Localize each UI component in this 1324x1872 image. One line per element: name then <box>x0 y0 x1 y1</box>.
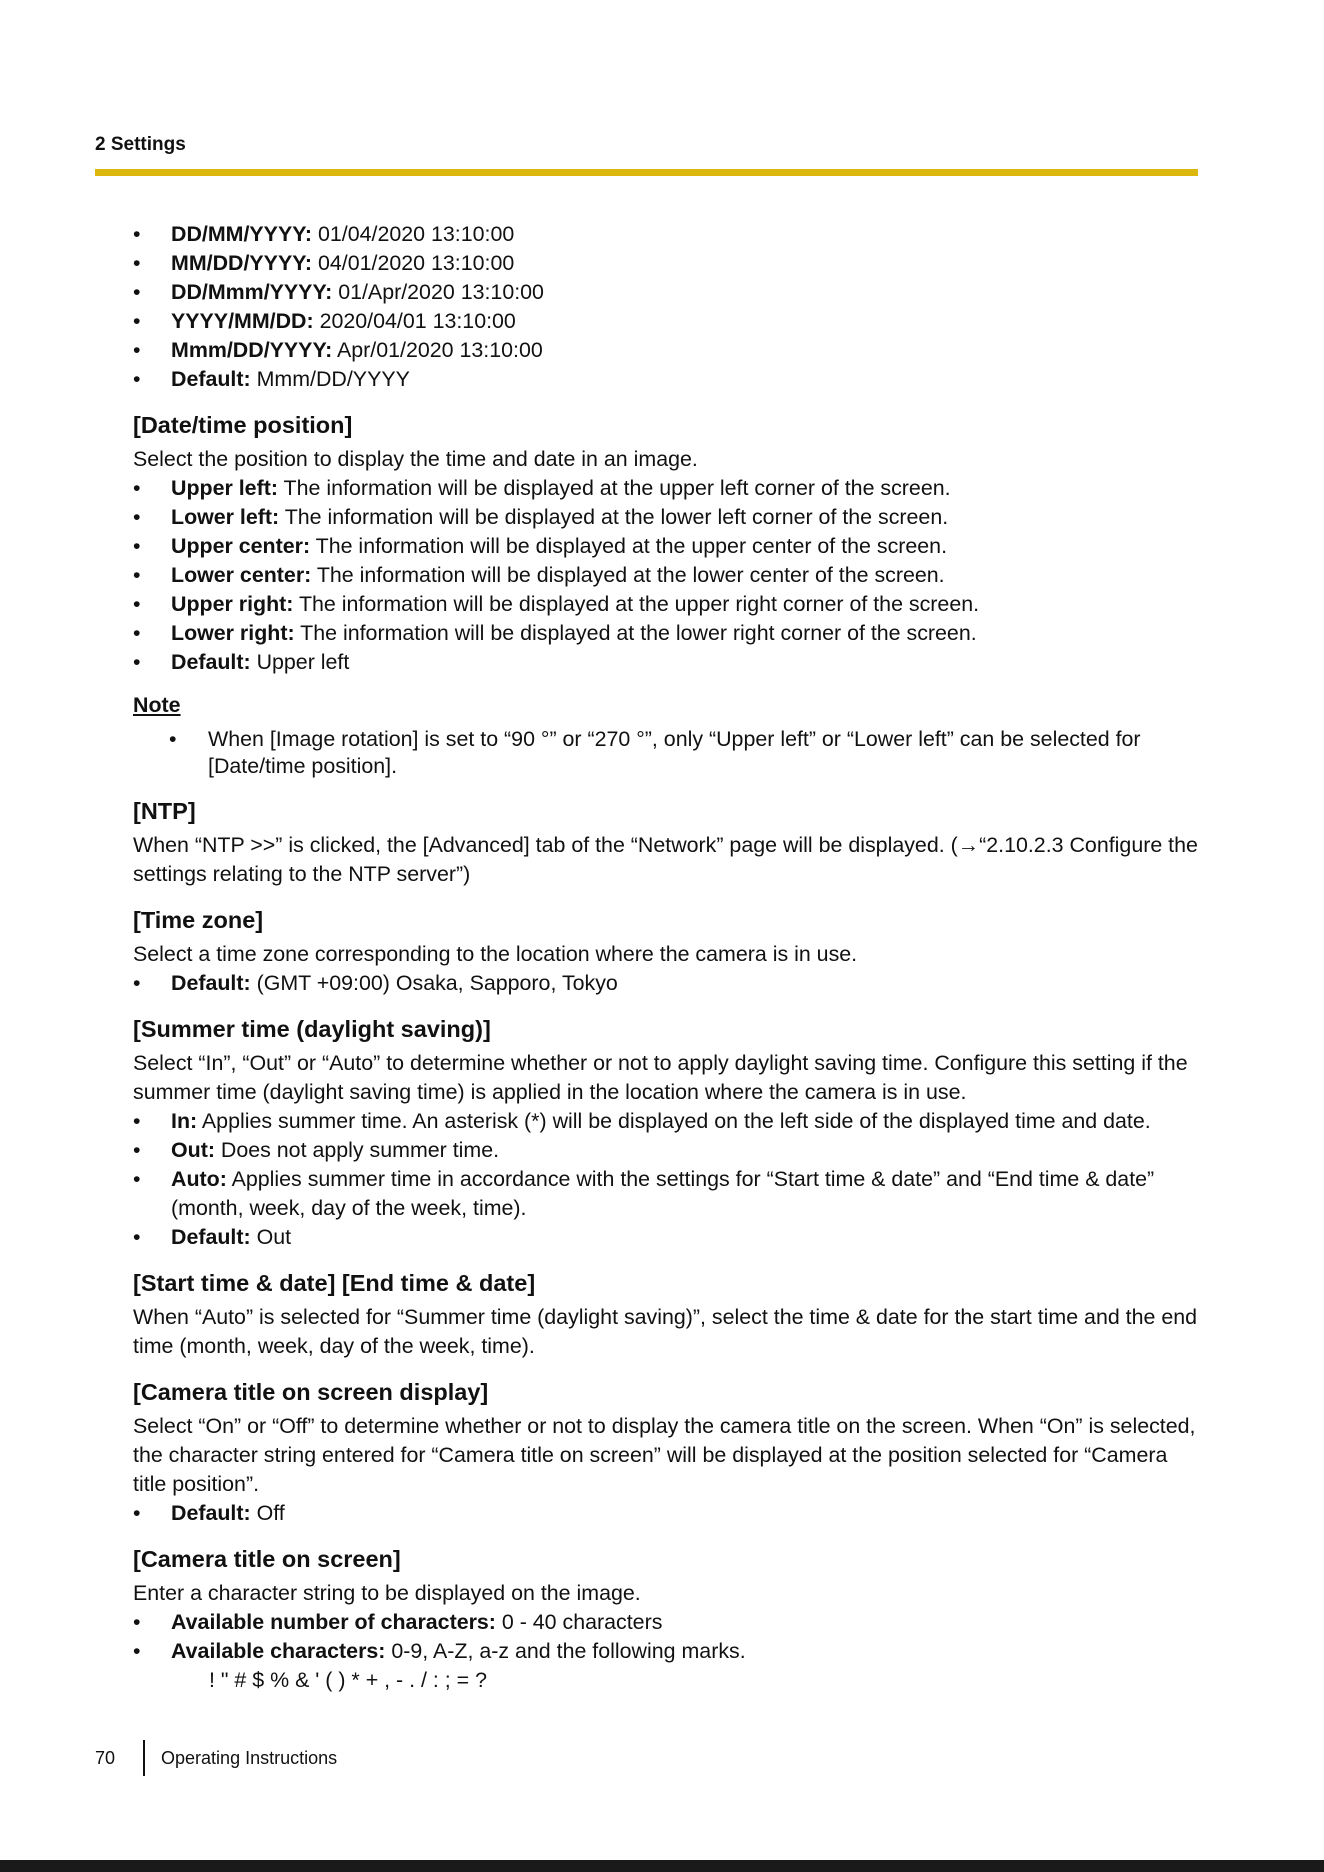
camera-title-display-intro: Select “On” or “Off” to determine whether or not to display the camera title on the screen. When “On” is selected, the character string entered for “Camera title on screen” will be displayed at the position selected for “Camera title position”. <box>133 1414 1196 1496</box>
summer-time-intro: Select “In”, “Out” or “Auto” to determine whether or not to apply daylight saving time. Configure this setting if the summer time (daylight saving time) is applied in the location where the camera is in use. <box>133 1051 1188 1104</box>
list-item <box>133 365 1203 394</box>
page-footer <box>95 1740 337 1776</box>
item-term: DD/MM/YYYY: <box>171 222 313 246</box>
item-term: Default: <box>171 1501 251 1525</box>
page-number: 70 <box>95 1747 116 1768</box>
item-term: Upper right: <box>171 592 294 616</box>
list-item <box>133 1136 1203 1165</box>
item-term: DD/Mmm/YYYY: <box>171 280 333 304</box>
item-term: Lower center: <box>171 563 312 587</box>
datetime-position-list <box>133 474 1203 677</box>
item-text: The information will be displayed at the lower left corner of the screen. <box>279 505 949 529</box>
item-text: The information will be displayed at the upper left corner of the screen. <box>277 476 951 500</box>
list-item <box>133 1223 1203 1252</box>
item-text: 0 - 40 characters <box>495 1610 663 1634</box>
list-item <box>133 249 1203 278</box>
list-item <box>133 503 1203 532</box>
item-term: Auto: <box>171 1167 227 1191</box>
camera-title-list <box>133 1608 1203 1695</box>
note-list <box>133 726 1203 780</box>
camera-title-intro: Enter a character string to be displayed on the image. <box>133 1581 641 1605</box>
item-text: 04/01/2020 13:10:00 <box>312 251 515 275</box>
item-term: Default: <box>171 367 251 391</box>
time-zone-intro: Select a time zone corresponding to the location where the camera is in use. <box>133 942 858 966</box>
item-text: 01/Apr/2020 13:10:00 <box>332 280 544 304</box>
item-text: 01/04/2020 13:10:00 <box>312 222 515 246</box>
item-text: Out <box>250 1225 292 1249</box>
item-term: Out: <box>171 1138 215 1162</box>
item-text: 2020/04/01 13:10:00 <box>313 309 516 333</box>
item-text: Apr/01/2020 13:10:00 <box>332 338 543 362</box>
item-term: Available characters: <box>171 1639 386 1663</box>
datetime-position-intro: Select the position to display the time and date in an image. <box>133 447 698 471</box>
item-text: 0-9, A-Z, a-z and the following marks. <box>385 1639 746 1663</box>
datetime-position-heading: [Date/time position] <box>133 412 353 438</box>
item-term: Default: <box>171 971 251 995</box>
list-item <box>133 590 1203 619</box>
item-text: The information will be displayed at the upper right corner of the screen. <box>293 592 980 616</box>
start-end-body: When “Auto” is selected for “Summer time (daylight saving)”, select the time & date for the start time and the end time (month, week, day of the week, time). <box>133 1305 1198 1358</box>
list-item <box>133 561 1203 590</box>
item-term: Default: <box>171 1225 251 1249</box>
summer-time-list <box>133 1107 1203 1252</box>
item-term: Upper center: <box>171 534 311 558</box>
list-item <box>133 278 1203 307</box>
item-term: MM/DD/YYYY: <box>171 251 313 275</box>
section-title: 2 Settings <box>95 134 186 155</box>
start-end-heading: [Start time & date] [End time & date] <box>133 1270 536 1296</box>
list-item <box>133 220 1203 249</box>
item-term: YYYY/MM/DD: <box>171 309 314 333</box>
list-item <box>133 1499 1203 1528</box>
time-zone-list <box>133 969 1203 998</box>
camera-title-display-heading: [Camera title on screen display] <box>133 1379 489 1405</box>
item-term: Default: <box>171 650 251 674</box>
list-item <box>133 648 1203 677</box>
item-term: In: <box>171 1109 198 1133</box>
item-term: Available number of characters: <box>171 1610 496 1634</box>
note-item: • When [Image rotation] is set to “90 °” or “270 °”, only “Upper left” or “Lower left” can be selected for [Date/time position]. <box>133 726 1203 780</box>
footer-divider <box>143 1740 145 1776</box>
available-marks: ! " # $ % & ' ( ) * + , - . / : ; = ? <box>209 1668 487 1692</box>
item-term: Mmm/DD/YYYY: <box>171 338 333 362</box>
list-item <box>133 1165 1203 1223</box>
item-text: (GMT +09:00) Osaka, Sapporo, Tokyo <box>250 971 618 995</box>
camera-title-display-list <box>133 1499 1203 1528</box>
document-body <box>133 220 1203 1695</box>
ntp-heading: [NTP] <box>133 798 196 824</box>
item-term: Lower right: <box>171 621 295 645</box>
item-text: Upper left <box>250 650 350 674</box>
item-text: The information will be displayed at the lower right corner of the screen. <box>294 621 977 645</box>
summer-time-heading: [Summer time (daylight saving)] <box>133 1016 491 1042</box>
bottom-edge-strip <box>0 1860 1324 1872</box>
list-item <box>133 336 1203 365</box>
list-item <box>133 474 1203 503</box>
item-text: Does not apply summer time. <box>214 1138 500 1162</box>
item-term: Upper left: <box>171 476 278 500</box>
list-item <box>133 532 1203 561</box>
list-item <box>133 969 1203 998</box>
ntp-body: When “NTP >>” is clicked, the [Advanced] tab of the “Network” page will be displayed. (→“2.10.2.3 Configure the settings relating to the NTP server”) <box>133 833 1198 886</box>
item-text: Mmm/DD/YYYY <box>250 367 410 391</box>
time-zone-heading: [Time zone] <box>133 907 264 933</box>
list-item <box>133 1608 1203 1637</box>
date-format-list <box>133 220 1203 394</box>
item-term: Lower left: <box>171 505 280 529</box>
item-text: The information will be displayed at the upper center of the screen. <box>310 534 948 558</box>
item-text: The information will be displayed at the lower center of the screen. <box>311 563 945 587</box>
header-rule <box>95 169 1198 176</box>
camera-title-heading: [Camera title on screen] <box>133 1546 401 1572</box>
item-text: Applies summer time. An asterisk (*) will be displayed on the left side of the displayed time and date. <box>197 1109 1151 1133</box>
list-item <box>133 619 1203 648</box>
manual-title: Operating Instructions <box>161 1747 338 1768</box>
item-text: Applies summer time in accordance with the settings for “Start time & date” and “End time & date” (month, week, day of the week, time). <box>171 1167 1155 1220</box>
list-item <box>133 1637 1203 1695</box>
list-item <box>133 307 1203 336</box>
note-label: Note <box>133 693 181 717</box>
item-text: Off <box>250 1501 285 1525</box>
list-item <box>133 1107 1203 1136</box>
